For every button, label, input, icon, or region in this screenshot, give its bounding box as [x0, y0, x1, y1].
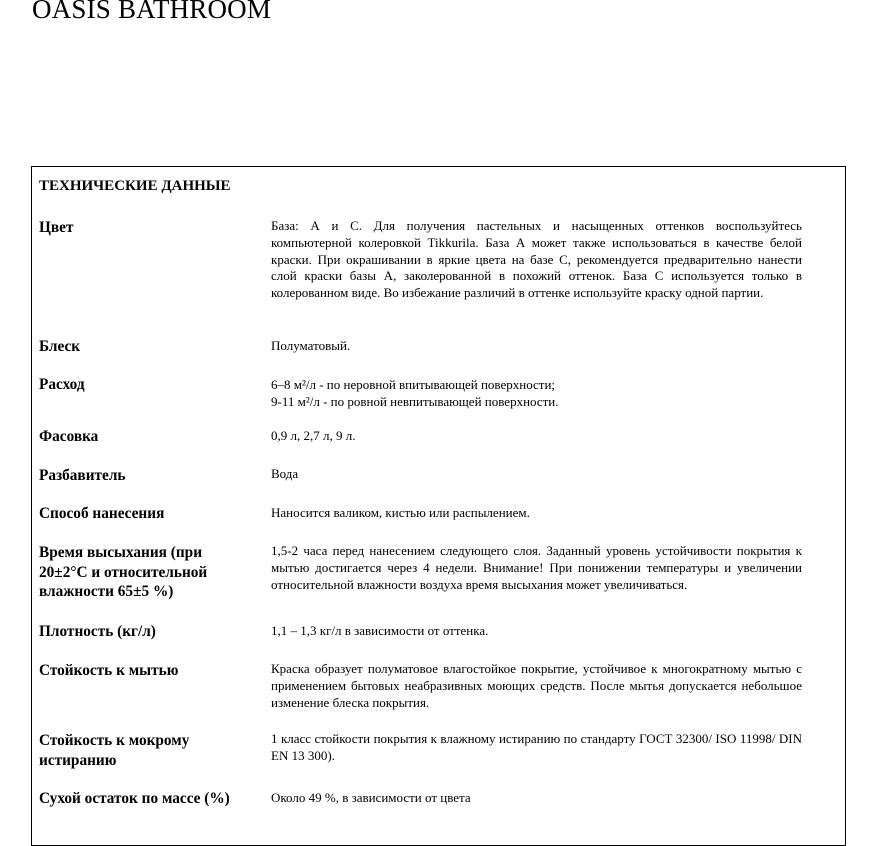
label-application: Способ нанесения [39, 505, 165, 522]
label-wet-abrasion-line: Стойкость к мокрому [39, 732, 190, 749]
label-density: Плотность (кг/л) [39, 623, 156, 640]
technical-data-table [31, 166, 846, 846]
value-thinner: Вода [271, 466, 299, 481]
label-drying-time-line: влажности 65±5 %) [39, 583, 174, 600]
value-consumption [271, 377, 802, 411]
value-application: Наносится валиком, кистью или распылением. [271, 505, 530, 520]
value-wet-abrasion: 1 класс стойкости покрытия к влажному истиранию по стандарту ГОСТ 32300/ ISO 11998/ DIN EN 13 300). [271, 731, 802, 763]
value-dry-residue: Около 49 %, в зависимости от цвета [271, 790, 471, 805]
value-color: База: А и С. Для получения пастельных и насыщенных оттенков воспользуйтесь компьютерной колеровкой Tikkurila. База А может также использоваться в качестве белой краски. При окрашивании в яркие цвета на базе С, рекомендуется предварительно нанести слой краски базы А, заколерованной в похожий оттенок. База С используется только в колерованном виде. Во избежание различий в оттенке используйте краску одной партии. [271, 218, 802, 301]
label-thinner: Разбавитель [39, 467, 126, 484]
value-drying-time: 1,5-2 часа перед нанесением следующего слоя. Заданный уровень устойчивости покрытия к мытью достигается через 4 недели. Внимание! При понижении температуры и увеличении относительной влажности воздуха время высыхания может увеличиваться. [271, 543, 802, 592]
label-packaging: Фасовка [39, 428, 99, 445]
label-wet-abrasion-line: истиранию [39, 751, 117, 769]
label-wet-abrasion [39, 731, 259, 770]
label-drying-time-line: 20±2°С и относительной [39, 563, 208, 581]
value-gloss: Полуматовый. [271, 338, 351, 353]
label-consumption: Расход [39, 376, 85, 393]
label-wash-resistance: Стойкость к мытью [39, 662, 179, 679]
value-density: 1,1 – 1,3 кг/л в зависимости от оттенка. [271, 623, 489, 638]
label-dry-residue: Сухой остаток по массе (%) [39, 790, 230, 807]
label-drying-time [39, 543, 259, 602]
label-drying-time-line: Время высыхания (при [39, 544, 203, 561]
value-consumption-line: 9-11 м²/л - по ровной невпитывающей поверхности. [271, 393, 559, 409]
label-color: Цвет [39, 219, 74, 236]
value-packaging: 0,9 л, 2,7 л, 9 л. [271, 428, 356, 443]
document-title: OASIS BATHROOM [32, 0, 272, 24]
value-consumption-line: 6–8 м²/л - по неровной впитывающей поверхности; [271, 377, 556, 392]
value-wash-resistance: Краска образует полуматовое влагостойкое покрытие, устойчивое к многократному мытью с применением бытовых неабразивных моющих средств. После мытья допускается небольшое изменение блеска покрытия. [271, 661, 802, 710]
section-heading: ТЕХНИЧЕСКИЕ ДАННЫЕ [39, 178, 231, 194]
label-gloss: Блеск [39, 338, 81, 355]
